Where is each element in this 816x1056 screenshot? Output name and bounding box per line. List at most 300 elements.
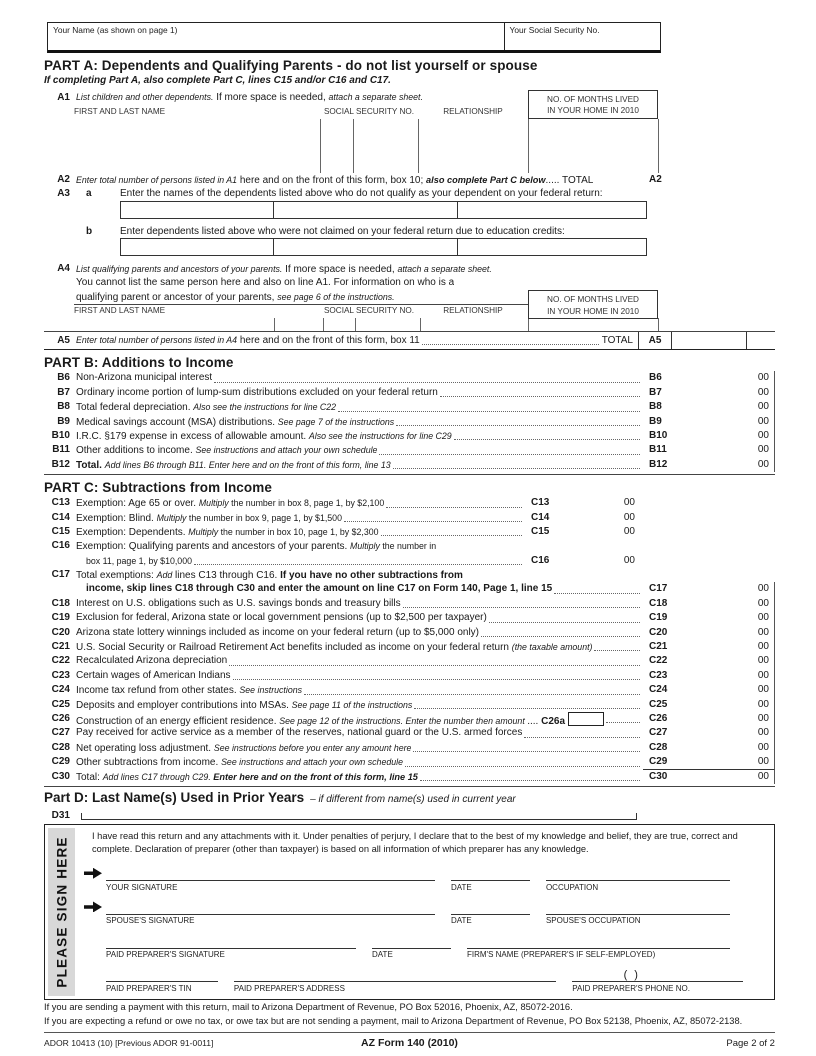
text-segment: here and on the front of this form, box 11 <box>237 335 420 347</box>
amount-C25[interactable]: 00 <box>679 698 775 712</box>
a1-table-input-area[interactable] <box>44 119 775 173</box>
amount-B12[interactable]: 00 <box>679 458 775 472</box>
line-B12 <box>44 458 775 472</box>
signature-line[interactable] <box>546 867 730 881</box>
dotted-leader <box>413 751 640 752</box>
signature-line[interactable] <box>546 901 730 915</box>
line-C27 <box>44 726 775 740</box>
line-text <box>76 640 592 654</box>
field-paid-preparer-s-signature <box>106 935 356 960</box>
line-B9 <box>44 415 775 429</box>
text-segment: attach a separate sheet. <box>328 92 423 102</box>
text-segment: Certain wages of American Indians <box>76 669 231 681</box>
line-number <box>44 554 70 568</box>
dotted-leader <box>393 468 640 469</box>
line-text <box>76 415 394 429</box>
line-number <box>44 290 70 304</box>
text-segment: See page 11 of the instructions <box>291 699 413 710</box>
please-sign-here-label: PLEASE SIGN HERE <box>54 836 69 988</box>
signature-row <box>92 925 764 959</box>
line-number: B11 <box>52 444 70 456</box>
dotted-leader <box>386 507 522 508</box>
amount-C24[interactable]: 00 <box>679 683 775 697</box>
a1-months-header-box <box>528 90 658 119</box>
text-segment: Other additions to income. <box>76 445 196 457</box>
col-header-ssn: SOCIAL SECURITY NO. <box>323 107 415 116</box>
total-label: TOTAL <box>601 335 633 347</box>
name-field[interactable]: Your Name (as shown on page 1) <box>53 25 178 35</box>
a3b-cell-2[interactable] <box>273 239 457 255</box>
amount-C19[interactable]: 00 <box>679 611 775 625</box>
a3b-input-row <box>120 238 647 256</box>
divider <box>355 318 356 331</box>
signature-line[interactable] <box>234 968 556 982</box>
line-number: B6 <box>57 372 70 384</box>
form-number: ADOR 10413 (10) [Previous ADOR 91-0011] <box>44 1037 214 1048</box>
line-C29 <box>44 755 775 769</box>
line-number: C24 <box>51 684 70 696</box>
line-code: C26 <box>649 712 668 724</box>
amount-B11[interactable]: 00 <box>679 443 775 457</box>
part-c-exemption-rows <box>44 496 775 539</box>
a3b-cell-3[interactable] <box>457 239 646 255</box>
text-segment: Enter here and on the front of this form, line 15 <box>213 771 418 782</box>
a1-column-headers <box>44 105 775 119</box>
line-number: C27 <box>51 727 70 739</box>
line-text <box>76 525 379 539</box>
a3a-cell-2[interactable] <box>273 202 457 218</box>
dotted-leader <box>233 679 640 680</box>
dotted-leader <box>440 396 640 397</box>
field-label: DATE <box>451 882 472 892</box>
amount-B7[interactable]: 00 <box>679 386 775 400</box>
text-segment: Income tax refund from other states. <box>76 685 240 697</box>
amount-C17[interactable]: 00 <box>679 582 775 596</box>
line-text <box>76 332 420 349</box>
line-A5 <box>44 331 775 350</box>
line-number <box>44 582 70 596</box>
line-text <box>76 371 212 385</box>
text-segment: Also see the instructions for line C22 <box>193 402 337 413</box>
a5-total-entry[interactable] <box>672 332 747 349</box>
field-label: SPOUSE'S OCCUPATION <box>545 916 641 926</box>
a4-table-input-area[interactable] <box>44 318 775 331</box>
text-segment: U.S. Social Security or Railroad Retirement Act benefits included as income on your federal return <box>76 642 512 654</box>
line-code: C16 <box>531 554 550 566</box>
line-C22 <box>44 654 775 668</box>
line-C26 <box>44 712 775 726</box>
line-code: C28 <box>649 741 668 753</box>
line-code: B6 <box>649 372 662 384</box>
c26a-entry-box[interactable] <box>568 712 604 726</box>
mail-instruction-payment: If you are sending a payment with this return, mail to Arizona Department of Revenue, PO Box 52016, Phoenix, AZ, 85072-2016. <box>44 1001 573 1012</box>
part-b-title: PART B: Additions to Income <box>44 355 234 371</box>
text-segment: If more space is needed, <box>213 92 329 103</box>
line-number <box>44 225 70 239</box>
text-segment: Add <box>156 570 173 581</box>
dotted-leader <box>489 622 640 623</box>
sign-here-arrow-icon <box>84 901 102 912</box>
blank-space <box>635 525 775 539</box>
text-segment: Deposits and employer contributions into MSAs. <box>76 699 292 711</box>
signature-line[interactable]: ( ) <box>572 969 743 982</box>
months-header-line1: NO. OF MONTHS LIVED <box>547 95 639 104</box>
line-text <box>76 276 454 290</box>
line-number: D31 <box>51 809 70 821</box>
line-text <box>76 669 231 683</box>
a3b-cell-1[interactable] <box>121 239 273 255</box>
text-segment: See instructions and attach your own schedule <box>221 757 403 768</box>
amount-C30[interactable]: 00 <box>679 770 775 784</box>
part-c-title: PART C: Subtractions from Income <box>44 480 272 496</box>
amount-C23[interactable]: 00 <box>679 669 775 683</box>
signature-line[interactable] <box>106 935 356 949</box>
text-segment: Other subtractions from income. <box>76 757 222 769</box>
line-C19 <box>44 611 775 625</box>
text-segment: lines C13 through C16. <box>172 570 281 582</box>
amount-C21[interactable]: 00 <box>679 640 775 654</box>
line-code: B11 <box>649 444 667 456</box>
amount-C29[interactable]: 00 <box>679 755 775 769</box>
blank-space <box>747 332 775 349</box>
line-number: C14 <box>51 511 70 523</box>
signature-line[interactable] <box>106 968 218 982</box>
text-segment: Interest on U.S. obligations such as U.S. savings bonds and treasury bills <box>76 597 401 609</box>
line-number: C23 <box>51 669 70 681</box>
amount-C27[interactable]: 00 <box>679 726 775 740</box>
line-text <box>86 554 192 568</box>
field-label: DATE <box>372 950 393 960</box>
line-C17-text <box>44 568 775 582</box>
line-code: C24 <box>649 684 668 696</box>
line-number: C17 <box>51 569 70 581</box>
line-number: C22 <box>51 655 70 667</box>
text-segment: See page 12 of the instructions. Enter the number then amount <box>279 715 528 726</box>
text-segment: See instructions <box>239 685 303 696</box>
line-number: C28 <box>51 741 70 753</box>
line-number: A2 <box>57 174 70 185</box>
line-code: C23 <box>649 669 668 681</box>
text-segment: Medical savings account (MSA) distributions. <box>76 416 278 428</box>
months-header-line1: NO. OF MONTHS LIVED <box>547 295 639 305</box>
text-segment: Construction of an energy efficient residence. <box>76 715 280 727</box>
amount-B9[interactable]: 00 <box>679 415 775 429</box>
divider <box>420 318 421 331</box>
taxpayer-id-box <box>47 22 661 53</box>
dotted-leader <box>194 564 522 565</box>
line-text <box>76 654 227 668</box>
amount-C26[interactable]: 00 <box>679 712 775 726</box>
line-text <box>76 173 593 187</box>
line-number: C19 <box>51 612 70 624</box>
line-C14 <box>44 511 775 525</box>
line-text <box>76 712 604 726</box>
line-code: C17 <box>649 583 668 595</box>
amount-B10[interactable]: 00 <box>679 429 775 443</box>
line-number: C29 <box>51 756 70 768</box>
months-header-line2: IN YOUR HOME IN 2010 <box>547 306 639 316</box>
line-text <box>76 443 377 457</box>
amount-C22[interactable]: 00 <box>679 654 775 668</box>
line-text <box>76 683 302 697</box>
line-text <box>76 400 336 414</box>
part-b-rows <box>44 371 775 472</box>
a3a-cell-3[interactable] <box>457 202 646 218</box>
field-label: PAID PREPARER'S PHONE NO. <box>572 983 690 993</box>
line-D31 <box>44 807 775 821</box>
text-segment: Exemption: Blind. <box>76 512 157 524</box>
line-B11 <box>44 443 775 457</box>
dotted-leader <box>414 708 640 709</box>
line-code: B7 <box>649 386 662 398</box>
line-code: B8 <box>649 401 662 413</box>
line-A3a <box>44 187 775 201</box>
signature-content <box>78 825 774 999</box>
line-C13 <box>44 496 775 510</box>
line-text <box>76 611 487 625</box>
signature-line[interactable] <box>106 867 435 881</box>
signature-line[interactable] <box>372 935 451 949</box>
line-B10 <box>44 429 775 443</box>
divider <box>320 119 321 173</box>
dotted-leader <box>344 521 522 522</box>
line-number: A5 <box>57 335 70 347</box>
text-segment: Total: <box>76 771 103 783</box>
text-segment: Multiply <box>156 512 187 523</box>
amount-B6[interactable]: 00 <box>679 371 775 385</box>
field-label: DATE <box>451 916 472 926</box>
text-segment: List qualifying parents and ancestors of your parents. <box>76 264 283 275</box>
line-A4-2 <box>44 276 775 290</box>
dotted-leader <box>338 411 640 412</box>
field-spouse-s-occupation <box>546 901 730 926</box>
text-segment: If you have no other subtractions from <box>280 570 463 582</box>
divider <box>418 119 419 173</box>
line-number: B10 <box>51 429 70 441</box>
dotted-leader <box>229 665 640 666</box>
line-C16-text <box>44 539 775 553</box>
amount-C15[interactable]: 00 <box>623 525 635 537</box>
dotted-leader <box>606 722 640 723</box>
text-segment: also complete Part C below <box>426 175 546 185</box>
signature-line[interactable] <box>106 901 435 915</box>
text-segment: Total. <box>76 459 105 471</box>
line-A1 <box>44 90 775 105</box>
line-number: C26 <box>51 712 70 724</box>
field-paid-preparer-s-phone-no- <box>572 969 743 993</box>
text-segment: Pay received for active service as a member of the reserves, national guard or the U.S. armed forces <box>76 727 523 739</box>
field-paid-preparer-s-address <box>234 968 556 993</box>
line-text <box>76 597 401 611</box>
a3a-cell-1[interactable] <box>121 202 273 218</box>
text-segment: See page 7 of the instructions <box>277 416 395 427</box>
amount-C20[interactable]: 00 <box>679 626 775 640</box>
sub-letter: b <box>86 225 93 237</box>
line-code: B9 <box>649 415 662 427</box>
part-a-note: If completing Part A, also complete Part C, lines C15 and/or C16 and C17. <box>44 75 391 86</box>
signature-line[interactable] <box>451 901 530 915</box>
line-number: C13 <box>51 497 70 509</box>
line-code: C13 <box>531 497 550 509</box>
line-B7 <box>44 386 775 400</box>
line-A3b <box>44 225 775 239</box>
text-segment: Recalculated Arizona depreciation <box>76 655 228 667</box>
amount-C18[interactable]: 00 <box>679 597 775 611</box>
text-segment: Exemption: Dependents. <box>76 526 189 538</box>
line-number: B9 <box>57 415 70 427</box>
line-C16 <box>44 554 775 568</box>
text-segment: qualifying parent or ancestor of your parents, <box>76 292 278 304</box>
divider <box>353 119 354 173</box>
blank-space <box>635 496 775 510</box>
text-segment: Add lines C17 through C29. <box>102 771 214 782</box>
text-segment: If more space is needed, <box>282 264 398 276</box>
line-code: A2 <box>649 174 662 185</box>
line-B8 <box>44 400 775 414</box>
dotted-leader <box>214 382 640 383</box>
line-C15 <box>44 525 775 539</box>
field-label: PAID PREPARER'S TIN <box>106 983 192 993</box>
line-A2 <box>44 173 775 187</box>
line-code: C18 <box>649 597 668 609</box>
line-number: C18 <box>51 597 70 609</box>
col-header-relationship: RELATIONSHIP <box>443 107 503 116</box>
line-text <box>76 386 438 400</box>
part-d-heading <box>44 787 775 807</box>
perjury-statement: I have read this return and any attachments with it. Under penalties of perjury, I declare that to the best of my knowledge and belief, they are true, correct and complete. Declaration of preparer (other than taxpayer) is based on all information of which preparer has any knowledge. <box>92 830 738 854</box>
signature-block <box>44 824 775 1000</box>
signature-row <box>92 892 764 926</box>
dotted-leader <box>594 650 640 651</box>
amount-B8[interactable]: 00 <box>679 400 775 414</box>
line-text <box>76 262 492 276</box>
text-segment: box 11, page 1, by $10,000 <box>86 555 192 566</box>
a4-months-header-box <box>528 290 658 319</box>
col-header-ssn: SOCIAL SECURITY NO. <box>323 306 415 316</box>
line-code: A5 <box>638 332 672 349</box>
a3a-input-row <box>120 201 647 219</box>
line-number: A3 <box>57 188 70 200</box>
text-segment: I.R.C. §179 expense in excess of allowable amount. <box>76 430 309 442</box>
line-text <box>86 582 552 596</box>
blank-space <box>635 554 775 568</box>
line-code: B12 <box>649 458 668 470</box>
line-text <box>76 770 418 784</box>
dotted-leader <box>304 694 640 695</box>
line-number <box>44 276 70 290</box>
d31-entry-line[interactable] <box>81 813 637 820</box>
field-spouse-s-signature <box>106 901 435 926</box>
field-your-signature <box>106 867 435 892</box>
dotted-leader <box>422 344 599 345</box>
line-text <box>76 568 463 582</box>
line-code: C15 <box>531 525 550 537</box>
text-segment: Multiply <box>198 498 229 509</box>
sign-here-arrow-icon <box>84 868 102 879</box>
amount-C13[interactable]: 00 <box>623 497 635 509</box>
line-text <box>76 755 403 769</box>
text-segment: Non-Arizona municipal interest <box>76 372 213 384</box>
line-number: B12 <box>51 458 70 470</box>
text-segment: Multiply <box>188 526 219 537</box>
text-segment: You cannot list the same person here and also on line A1. For information on who is a <box>76 277 455 289</box>
line-text <box>76 726 522 740</box>
text-segment: Total exemptions: <box>76 570 157 582</box>
field-label: SPOUSE'S SIGNATURE <box>106 916 195 926</box>
please-sign-here-strip <box>48 828 75 996</box>
line-text: Enter the names of the dependents listed above who do not qualify as your dependent on your federal return: <box>120 188 603 200</box>
line-C24 <box>44 683 775 697</box>
field-occupation <box>546 867 730 892</box>
part-d-subtitle: – if different from name(s) used in current year <box>310 793 516 805</box>
line-C17 <box>44 582 775 596</box>
line-code: C29 <box>643 755 679 769</box>
field-label: YOUR SIGNATURE <box>106 882 178 892</box>
ssn-field[interactable]: Your Social Security No. <box>504 23 660 50</box>
line-text <box>76 511 342 525</box>
signature-line[interactable] <box>451 867 530 881</box>
text-segment: Total federal depreciation. <box>76 402 194 414</box>
text-segment: Multiply <box>350 541 380 552</box>
dotted-leader <box>481 636 640 637</box>
text-segment: the number in box 8, page 1, by $2,100 <box>228 498 385 509</box>
page-number: Page 2 of 2 <box>726 1037 775 1049</box>
line-code: C19 <box>649 612 668 624</box>
line-text <box>76 90 423 105</box>
amount-C14[interactable]: 00 <box>623 511 635 523</box>
dotted-leader <box>381 535 522 536</box>
text-segment: here and on the front of this form, box 10; <box>237 175 427 186</box>
field-label: PAID PREPARER'S ADDRESS <box>233 983 345 993</box>
line-code: C27 <box>649 727 668 739</box>
amount-C28[interactable]: 00 <box>679 741 775 755</box>
line-text: Enter dependents listed above who were not claimed on your federal return due to education credits: <box>120 225 565 237</box>
divider <box>323 318 324 331</box>
line-number: C25 <box>51 698 70 710</box>
text-segment: See instructions before you enter any amount here <box>213 742 412 753</box>
line-number: B7 <box>57 386 70 398</box>
line-C18 <box>44 597 775 611</box>
line-C30 <box>44 770 775 784</box>
text-segment: the number in box 9, page 1, by $1,500 <box>186 512 342 523</box>
signature-rows <box>92 858 764 993</box>
line-number: C30 <box>51 770 70 782</box>
divider <box>658 318 659 331</box>
divider <box>74 304 528 305</box>
divider <box>274 318 275 331</box>
line-code: C21 <box>649 641 668 653</box>
dotted-leader <box>524 737 640 738</box>
signature-line[interactable] <box>467 935 730 949</box>
form-name: AZ Form 140 (2010) <box>361 1036 458 1049</box>
part-d-title: Part D: Last Name(s) Used in Prior Years <box>44 789 305 805</box>
text-segment: Exemption: Age 65 or over. <box>76 498 199 510</box>
a2-total-entry[interactable] <box>679 173 775 187</box>
text-segment: Ordinary income portion of lump-sum distributions excluded on your federal return <box>76 386 438 398</box>
text-segment: .... <box>527 715 542 727</box>
line-number: A4 <box>57 263 70 275</box>
line-C21 <box>44 640 775 654</box>
text-segment: Exemption: Qualifying parents and ancestors of your parents. <box>76 541 351 553</box>
dotted-leader <box>405 766 640 767</box>
months-header-line2: IN YOUR HOME IN 2010 <box>547 106 639 116</box>
dotted-leader <box>379 454 640 455</box>
field-paid-preparer-s-tin <box>106 968 218 993</box>
line-number: A1 <box>57 92 70 103</box>
line-text <box>76 290 395 304</box>
line-text <box>76 429 452 443</box>
amount-C16[interactable]: 00 <box>623 554 635 566</box>
